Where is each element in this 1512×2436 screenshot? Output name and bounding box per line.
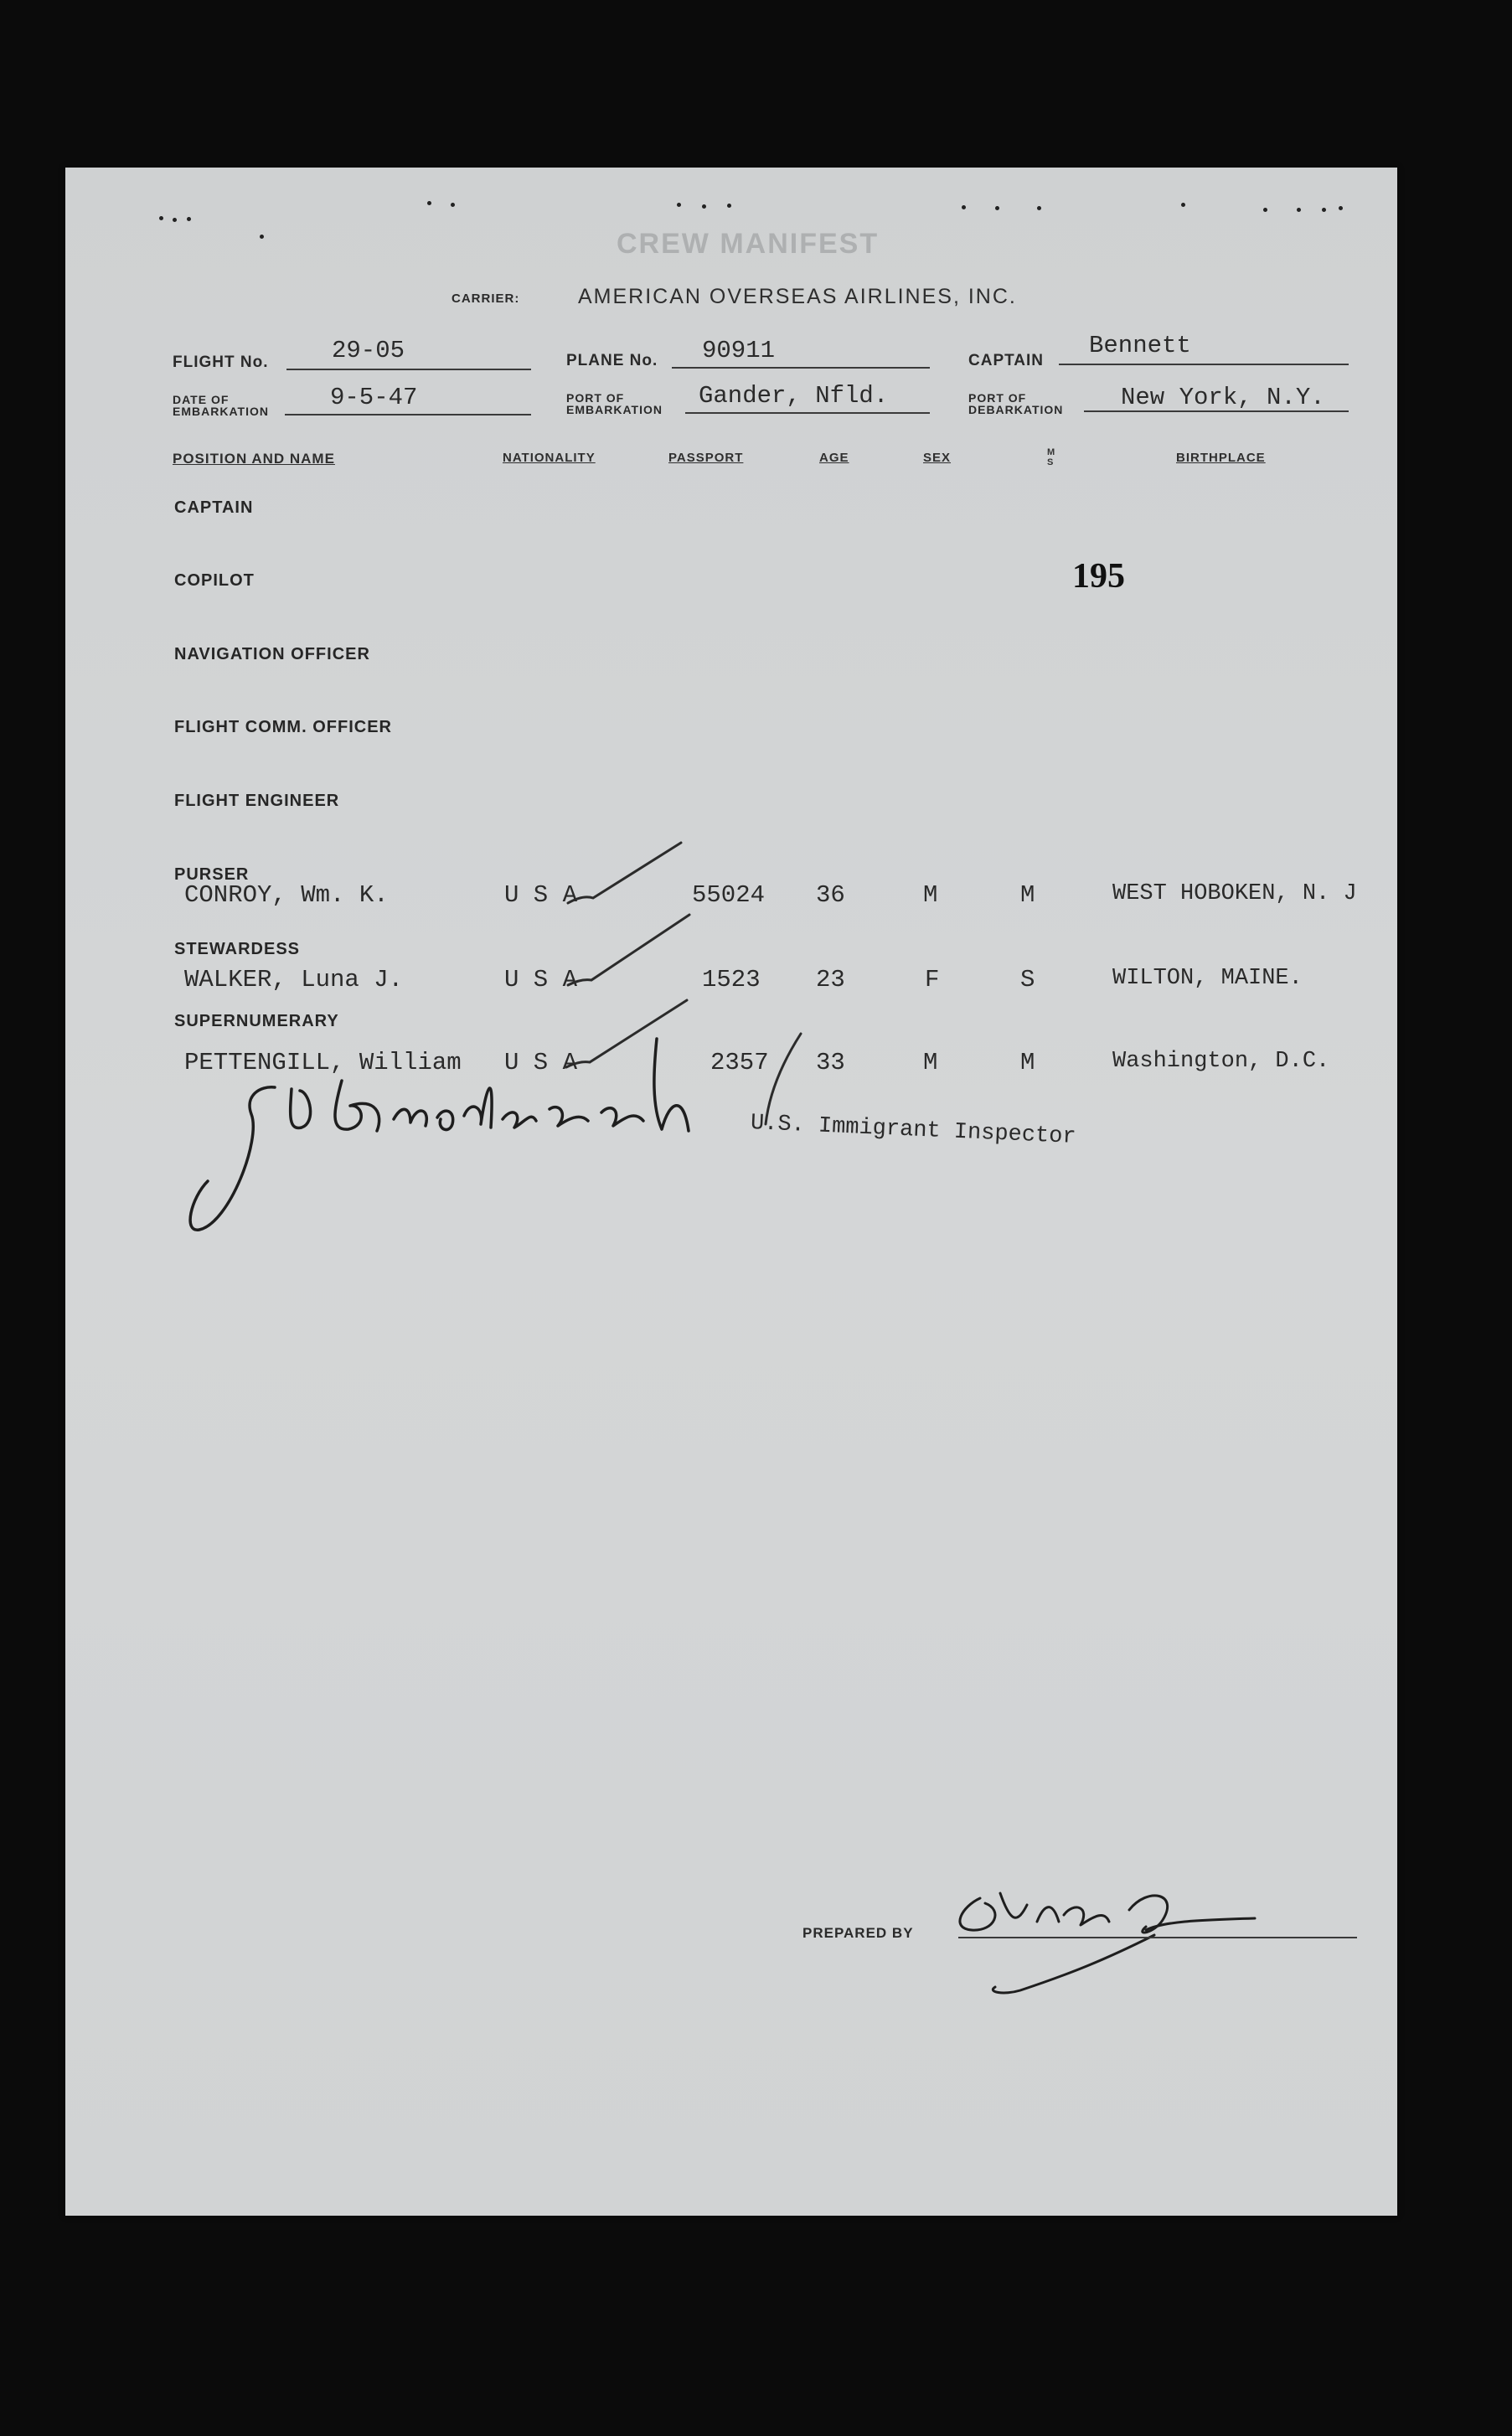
role-navigation-officer: NAVIGATION OFFICER [174,645,370,663]
preparer-signature [960,1893,1255,1993]
crew-passport: 2357 [710,1049,769,1076]
date-label: DATE OF EMBARKATION [173,393,269,418]
crew-nationality: U S A [504,881,578,909]
col-position-name: POSITION AND NAME [173,451,335,467]
captain-label: CAPTAIN [968,352,1045,369]
crew-age: 36 [816,881,845,909]
document-title: CREW MANIFEST [617,228,880,260]
carrier-label: CARRIER: [452,292,520,306]
crew-marital: S [1020,966,1035,993]
handwriting-layer [65,168,1397,2216]
manifest-page [65,168,1397,2216]
ink-slash [766,1034,801,1124]
crew-birthplace: WILTON, MAINE. [1112,966,1303,991]
crew-marital: M [1020,881,1035,909]
port-embarkation-label: PORT OF EMBARKATION [566,391,663,416]
captain-value: Bennett [1089,332,1191,359]
date-value: 9-5-47 [330,384,418,411]
crew-age: 33 [816,1049,845,1076]
col-sex: SEX [923,451,952,465]
plane-no-label: PLANE No. [566,352,658,369]
flight-no-value: 29-05 [332,337,405,364]
crew-birthplace: Washington, D.C. [1112,1049,1330,1074]
prepared-by-line [958,1937,1357,1938]
plane-no-value: 90911 [702,337,776,364]
col-nationality: NATIONALITY [503,451,596,465]
crew-age: 23 [816,966,845,993]
inspector-note: U.S. Immigrant Inspector [750,1111,1077,1150]
col-passport: PASSPORT [668,451,744,465]
role-copilot: COPILOT [174,571,255,590]
crew-birthplace: WEST HOBOKEN, N. J [1112,881,1357,906]
col-birthplace: BIRTHPLACE [1176,451,1266,465]
role-purser: PURSER [174,865,250,884]
crew-name: CONROY, Wm. K. [184,881,389,909]
check-mark [566,1000,687,1067]
crew-sex: M [923,1049,938,1076]
crew-name: PETTENGILL, William [184,1049,462,1076]
port-debarkation-value: New York, N.Y. [1121,384,1325,411]
role-stewardess: STEWARDESS [174,940,301,958]
check-mark [568,843,681,903]
role-flight-comm-officer: FLIGHT COMM. OFFICER [174,718,392,736]
check-mark [568,915,689,985]
port-debarkation-label: PORT OF DEBARKATION [968,391,1064,416]
col-age: AGE [819,451,849,465]
crew-name: WALKER, Luna J. [184,966,404,993]
role-supernumerary: SUPERNUMERARY [174,1012,339,1030]
role-flight-engineer: FLIGHT ENGINEER [174,792,340,810]
role-captain: CAPTAIN [174,498,254,517]
crew-nationality: U S A [504,1049,578,1076]
crew-passport: 1523 [702,966,761,993]
crew-marital: M [1020,1049,1035,1076]
carrier-name: AMERICAN OVERSEAS AIRLINES, INC. [578,285,1017,308]
crew-sex: M [923,881,938,909]
col-marital: M S [1047,447,1055,467]
crew-passport: 55024 [692,881,766,909]
flight-no-label: FLIGHT No. [173,354,269,371]
inspector-signature [190,1039,689,1230]
stamp-number: 195 [1072,557,1125,596]
port-embarkation-value: Gander, Nfld. [699,382,889,410]
prepared-by-label: PREPARED BY [802,1925,914,1941]
crew-nationality: U S A [504,966,578,993]
crew-sex: F [925,966,940,993]
